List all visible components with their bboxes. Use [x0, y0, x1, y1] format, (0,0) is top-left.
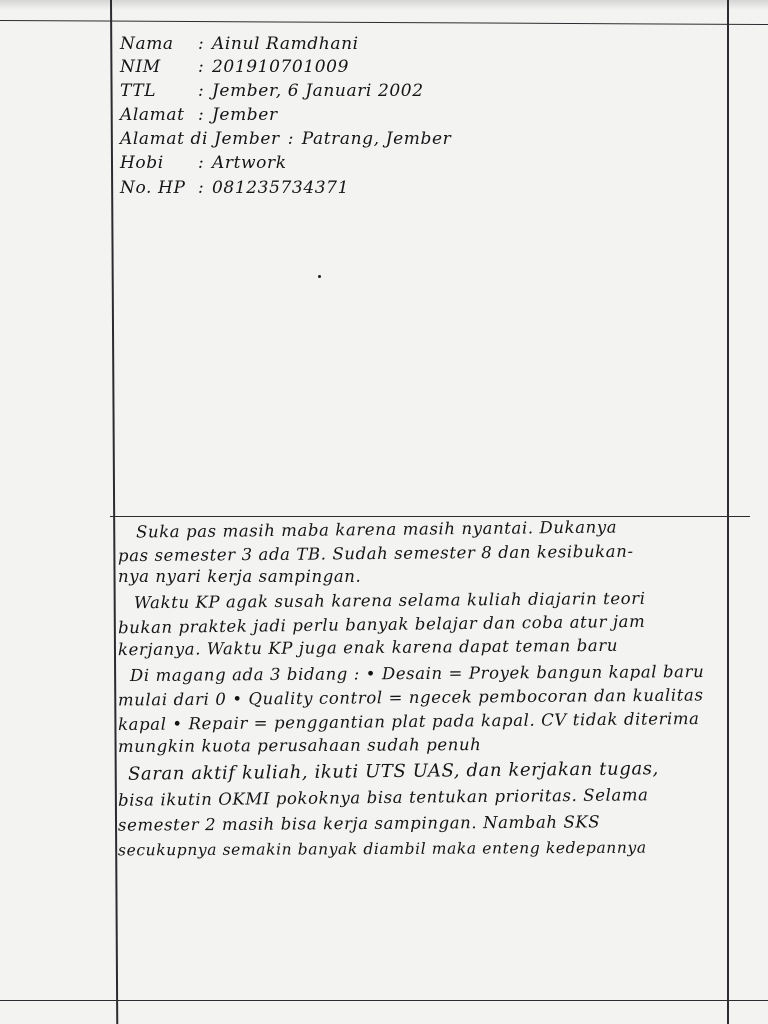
note-line: secukupnya semakin banyak diambil maka enteng kedepannya — [117, 838, 647, 860]
bio-label: TTL — [120, 81, 157, 101]
bio-separator: : — [198, 178, 205, 198]
middle-rule — [110, 516, 750, 517]
bio-label: NIM — [120, 57, 161, 77]
ink-dot — [318, 275, 321, 278]
bio-value-alamat: Jember — [212, 105, 278, 125]
note-line: kapal • Repair = penggantian plat pada kapal. CV tidak diterima — [117, 708, 700, 735]
note-line: Waktu KP agak susah karena selama kuliah diajarin teori — [133, 588, 646, 613]
note-line: bukan praktek jadi perlu banyak belajar dan coba atur jam — [117, 611, 646, 638]
page-top-shadow — [0, 0, 768, 10]
note-line: semester 2 masih bisa kerja sampingan. Nambah SKS — [117, 812, 601, 835]
note-line: kerjanya. Waktu KP juga enak karena dapat teman baru — [117, 635, 619, 660]
bio-separator: : — [198, 34, 205, 54]
bio-label: Hobi — [120, 153, 164, 173]
bio-row-hp — [120, 178, 349, 198]
note-line: Di magang ada 3 bidang : • Desain = Proyek bangun kapal baru — [129, 661, 705, 686]
bio-separator: : — [198, 105, 205, 125]
note-line: Saran aktif kuliah, ikuti UTS UAS, dan kerjakan tugas, — [127, 758, 659, 785]
bio-value-ttl: Jember, 6 Januari 2002 — [212, 81, 424, 101]
bio-row-ttl — [120, 81, 424, 101]
bio-label: Nama — [120, 34, 174, 54]
bio-row-hobi — [120, 153, 287, 173]
bio-value-hobi: Artwork — [212, 153, 287, 173]
bio-row-alamat-jember — [120, 129, 451, 149]
bio-separator: : — [287, 129, 295, 149]
left-margin-rule — [110, 0, 118, 1024]
bio-separator: : — [198, 57, 205, 77]
bio-row-nim — [120, 57, 349, 77]
bio-row-alamat — [120, 105, 278, 125]
bio-label: Alamat — [120, 105, 185, 125]
note-line: pas semester 3 ada TB. Sudah semester 8 dan kesibukan- — [117, 541, 634, 566]
right-margin-rule — [727, 0, 729, 1024]
note-line: Suka pas masih maba karena masih nyantai. Dukanya — [135, 517, 618, 542]
note-line: nya nyari kerja sampingan. — [118, 567, 362, 586]
bio-value-hp: 081235734371 — [212, 178, 349, 198]
bio-value-alamat-jember: Patrang, Jember — [301, 129, 452, 149]
bio-value-nim: 201910701009 — [212, 57, 349, 77]
bio-label: No. HP — [120, 178, 186, 198]
note-line: bisa ikutin OKMI pokoknya bisa tentukan prioritas. Selama — [117, 785, 649, 810]
note-line: mulai dari 0 • Quality control = ngecek pembocoran dan kualitas — [117, 685, 704, 710]
note-line: mungkin kuota perusahaan sudah penuh — [117, 735, 482, 756]
bio-separator: : — [198, 81, 205, 101]
bio-label: Alamat di Jember — [120, 129, 280, 149]
top-rule — [0, 20, 768, 25]
bio-value-name: Ainul Ramdhani — [212, 34, 359, 54]
bio-row-name — [120, 34, 359, 54]
bottom-rule — [0, 1000, 768, 1001]
bio-separator: : — [198, 153, 205, 173]
